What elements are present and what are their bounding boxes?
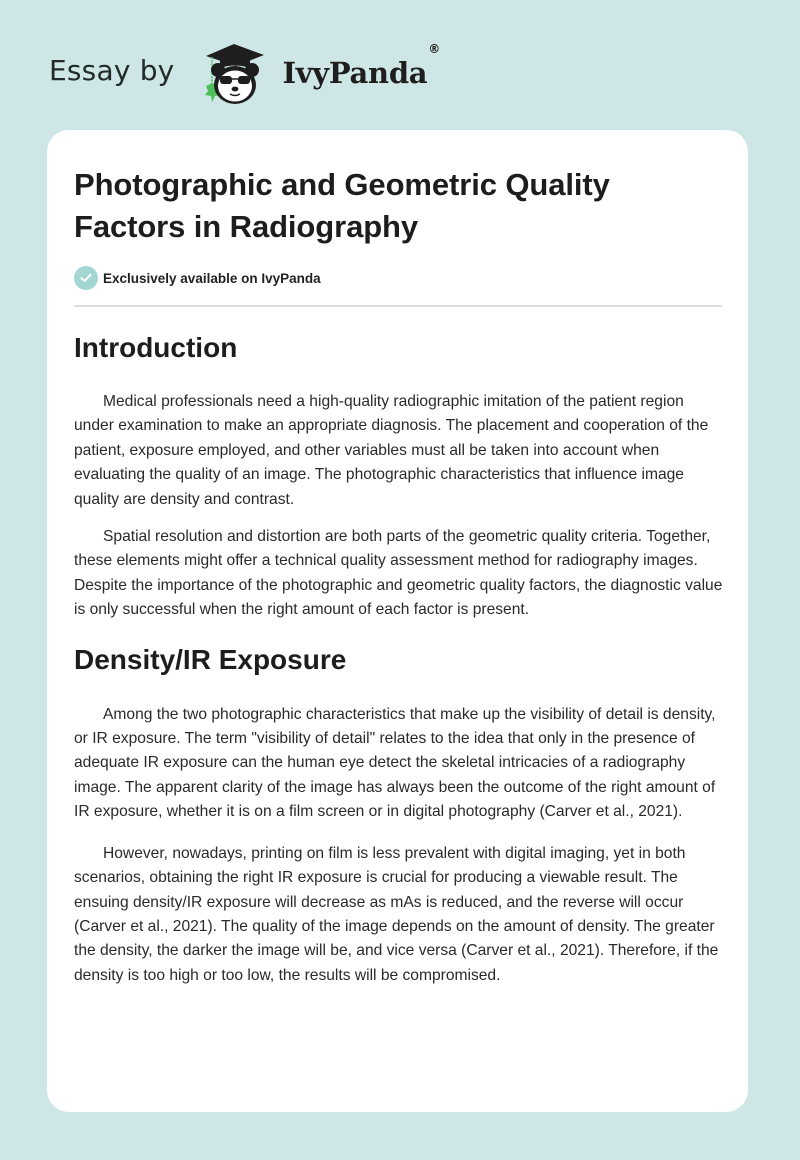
brand-name	[282, 42, 440, 90]
brand-name-text: IvyPanda	[282, 56, 428, 90]
section-density-ir-exposure	[74, 643, 724, 988]
paragraph: Among the two photographic characteristics that make up the visibility of detail is density, or IR exposure. The term "visibility of detail" relates to the idea that only in the presence of adequate IR exposure can the human eye detect the skeletal intricacies of a radiography image. The apparent clarity of the image has always been the outcome of the right amount of IR exposure, whether it is on a film screen or in digital photography (Carver et al., 2021).	[74, 705, 716, 821]
paragraph: However, nowadays, printing on film is less prevalent with digital imaging, yet in both scenarios, obtaining the right IR exposure is crucial for producing a viewable result. The ensuing density/IR exposure will decrease as mAs is reduced, and the reverse will occur (Carver et al., 2021). The quality of the image depends on the amount of density. The greater the density, the darker the image will be, and vice versa (Carver et al., 2021). Therefore, if the density is too high or too low, the results will be compromised.	[74, 844, 719, 984]
section-introduction	[74, 331, 724, 623]
site-header	[49, 36, 440, 108]
exclusive-text: Exclusively available on IvyPanda	[103, 270, 321, 286]
paragraph: Spatial resolution and distortion are both parts of the geometric quality criteria. Together, these elements might offer a technical quality assessment method for radiography images. Despite the importance of the photographic and geometric quality factors, the diagnostic value is only successful when the right amount of each factor is present.	[74, 528, 723, 619]
check-circle-icon	[74, 266, 98, 290]
panda-graduate-icon	[192, 36, 276, 108]
ivypanda-logo-link[interactable]	[192, 36, 440, 108]
section-heading-density-ir-exposure: Density/IR Exposure	[74, 643, 347, 675]
brand-prefix: Essay by	[49, 53, 175, 87]
title-divider	[74, 305, 722, 307]
paragraph: Medical professionals need a high-quality radiographic imitation of the patient region under examination to make an appropriate diagnosis. The placement and cooperation of the patient, exposure employed, and other variables must all be taken into account when evaluating the quality of an image. The photographic characteristics that influence image quality are density and contrast.	[74, 393, 709, 508]
essay-content	[74, 130, 724, 988]
essay-title: Photographic and Geometric Quality Factors in Radiography	[74, 167, 610, 244]
exclusive-badge	[74, 266, 724, 290]
essay-card	[47, 130, 748, 1112]
registered-mark: ®	[428, 42, 440, 56]
section-heading-introduction: Introduction	[74, 332, 238, 363]
